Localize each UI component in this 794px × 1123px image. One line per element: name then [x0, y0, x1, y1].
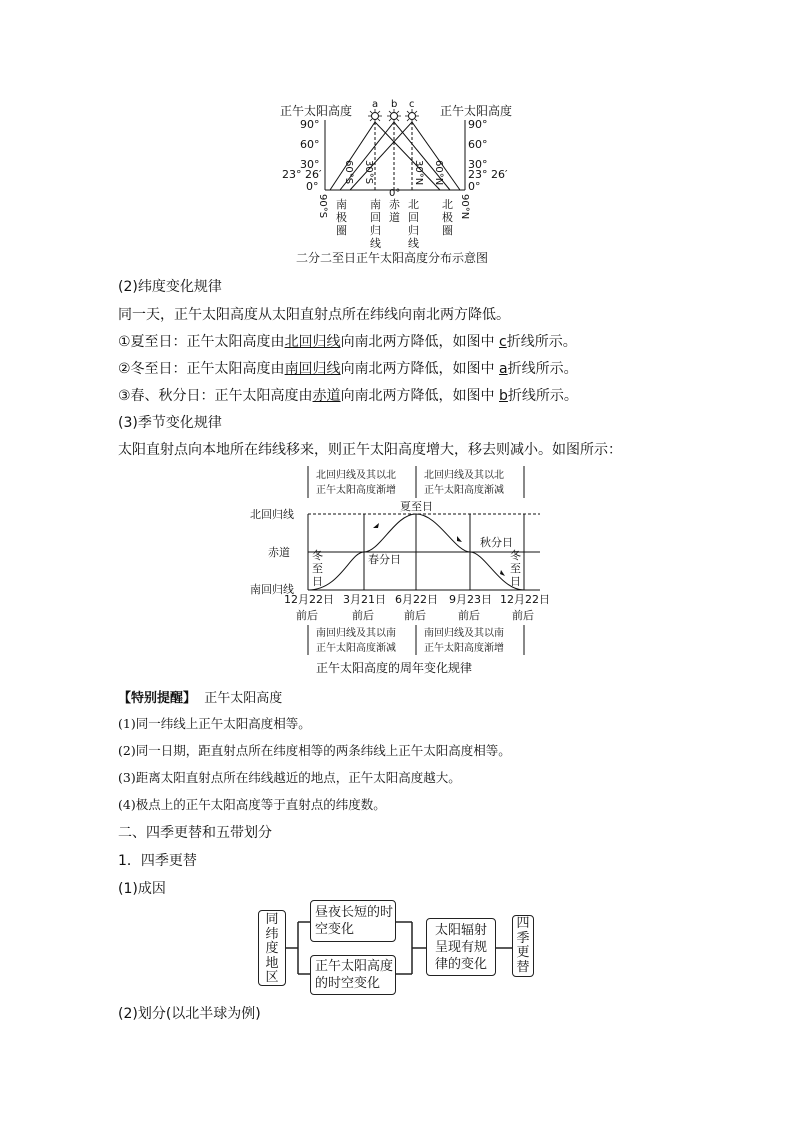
- arrow-icon-2: [457, 536, 462, 542]
- annual-noon-altitude-diagram: [240, 462, 550, 680]
- section3-heading: (3)季节变化规律: [118, 415, 222, 431]
- circle-label-cancer: 北回归线: [408, 198, 419, 250]
- line-label-c: c: [409, 99, 415, 110]
- lat-0: 0°: [389, 188, 401, 199]
- lat-30n: 30°N: [413, 160, 424, 186]
- arrow-icon-1: [373, 523, 379, 528]
- date-5: 12月22日: [500, 593, 550, 606]
- left-axis-title: 正午太阳高度: [280, 104, 353, 118]
- winter-solstice-left: 冬至日: [312, 549, 323, 588]
- y-label-capricorn: 南回归线: [250, 583, 294, 596]
- winter-solstice-right: 冬至日: [510, 549, 521, 588]
- circle-label-arctic: 北极圈: [442, 198, 453, 237]
- reminder-item-1: (1)同一纬线上正午太阳高度相等。: [118, 716, 311, 731]
- date-3: 6月22日: [395, 593, 438, 606]
- y-label-equator: 赤道: [268, 546, 290, 559]
- figure2-caption: 正午太阳高度的周年变化规律: [316, 661, 473, 675]
- tick-left-23: 23° 26′: [282, 168, 322, 181]
- summer-solstice-label: 夏至日: [400, 500, 433, 513]
- note-bottom-left-2: 正午太阳高度渐减: [316, 643, 396, 654]
- box-same-latitude: 同 纬 度 地 区: [258, 910, 286, 986]
- tick-right-30: 30°: [468, 158, 488, 171]
- approx-1: 前后: [296, 609, 318, 622]
- sun-icon-b: [387, 109, 401, 123]
- note-top-left-1: 北回归线及其以北: [316, 470, 396, 481]
- section2-intro: 同一天，正午太阳高度从太阳直射点所在纬线向南北两方降低。: [118, 307, 510, 323]
- lat-30s: 30°S: [363, 160, 374, 185]
- reminder-item-4: (4)极点上的正午太阳高度等于直射点的纬度数。: [118, 797, 386, 812]
- tick-right-0: 0°: [468, 180, 481, 193]
- sun-icon-c: [405, 109, 419, 123]
- cause-heading: (1)成因: [118, 881, 166, 897]
- part2-subheading: 1．四季更替: [118, 853, 197, 869]
- tick-right-23: 23° 26′: [468, 168, 508, 181]
- note-bottom-right-2: 正午太阳高度渐增: [424, 643, 504, 654]
- flowchart-connectors: [250, 900, 550, 1000]
- box-four-seasons: 四 季 更 替: [512, 915, 534, 977]
- date-1: 12月22日: [284, 593, 334, 606]
- lat-90s: 90°S: [317, 194, 328, 219]
- note-bottom-right-1: 南回归线及其以南: [424, 628, 504, 639]
- sun-icon-a: [368, 109, 382, 123]
- approx-5: 前后: [512, 609, 534, 622]
- arrow-icon-3: [500, 570, 505, 576]
- reminder-item-3: (3)距离太阳直射点所在纬线越近的地点，正午太阳高度越大。: [118, 770, 461, 785]
- approx-2: 前后: [352, 609, 374, 622]
- equinox-rule: ③春、秋分日：正午太阳高度由赤道向南北两方降低，如图中 b折线所示。: [118, 388, 578, 404]
- noon-sun-altitude-diagram: [270, 98, 530, 268]
- figure1-caption: 二分二至日正午太阳高度分布示意图: [296, 251, 489, 265]
- spring-equinox-label: 春分日: [368, 553, 401, 566]
- approx-4: 前后: [458, 609, 480, 622]
- box-noon-altitude: 正午太阳高度 的时空变化: [310, 955, 396, 995]
- tick-left-60: 60°: [300, 138, 320, 151]
- note-top-right-2: 正午太阳高度渐减: [424, 485, 504, 496]
- box-day-length: 昼夜长短的时 空变化: [310, 900, 396, 942]
- reminder-item-2: (2)同一日期，距直射点所在纬度相等的两条纬线上正午太阳高度相等。: [118, 743, 511, 758]
- tick-right-90: 90°: [468, 118, 488, 131]
- tick-right-60: 60°: [468, 138, 488, 151]
- division-heading: (2)划分(以北半球为例): [118, 1006, 261, 1022]
- circle-label-antarctic: 南极圈: [336, 198, 347, 237]
- part2-heading: 二、四季更替和五带划分: [118, 825, 272, 841]
- note-bottom-left-1: 南回归线及其以南: [316, 628, 396, 639]
- section3-intro: 太阳直射点向本地所在纬线移来，则正午太阳高度增大，移去则减小。如图所示：: [118, 442, 622, 458]
- lat-60n: 60°N: [433, 160, 444, 186]
- tick-left-90: 90°: [300, 118, 320, 131]
- right-axis-title: 正午太阳高度: [440, 104, 513, 118]
- section2-heading: (2)纬度变化规律: [118, 279, 222, 295]
- circle-label-equator: 赤道: [389, 198, 400, 224]
- date-4: 9月23日: [449, 593, 492, 606]
- summer-rule: ①夏至日：正午太阳高度由北回归线向南北两方降低，如图中 c折线所示。: [118, 334, 577, 350]
- box-solar-radiation: 太阳辐射 呈现有规 律的变化: [426, 918, 496, 976]
- circle-label-capricorn: 南回归线: [370, 198, 381, 250]
- tick-left-0: 0°: [306, 180, 319, 193]
- autumn-equinox-label: 秋分日: [480, 536, 513, 549]
- y-label-cancer: 北回归线: [250, 508, 294, 521]
- tick-left-30: 30°: [300, 158, 320, 171]
- date-2: 3月21日: [343, 593, 386, 606]
- note-top-left-2: 正午太阳高度渐增: [316, 485, 396, 496]
- reminder-heading: 【特别提醒】 正午太阳高度: [118, 691, 283, 706]
- line-label-a: a: [372, 99, 379, 110]
- winter-rule: ②冬至日：正午太阳高度由南回归线向南北两方降低，如图中 a折线所示。: [118, 361, 578, 377]
- note-top-right-1: 北回归线及其以北: [424, 470, 504, 481]
- approx-3: 前后: [404, 609, 426, 622]
- lat-60s: 60°S: [343, 160, 354, 185]
- line-label-b: b: [391, 99, 398, 110]
- lat-90n: 90°N: [459, 194, 470, 220]
